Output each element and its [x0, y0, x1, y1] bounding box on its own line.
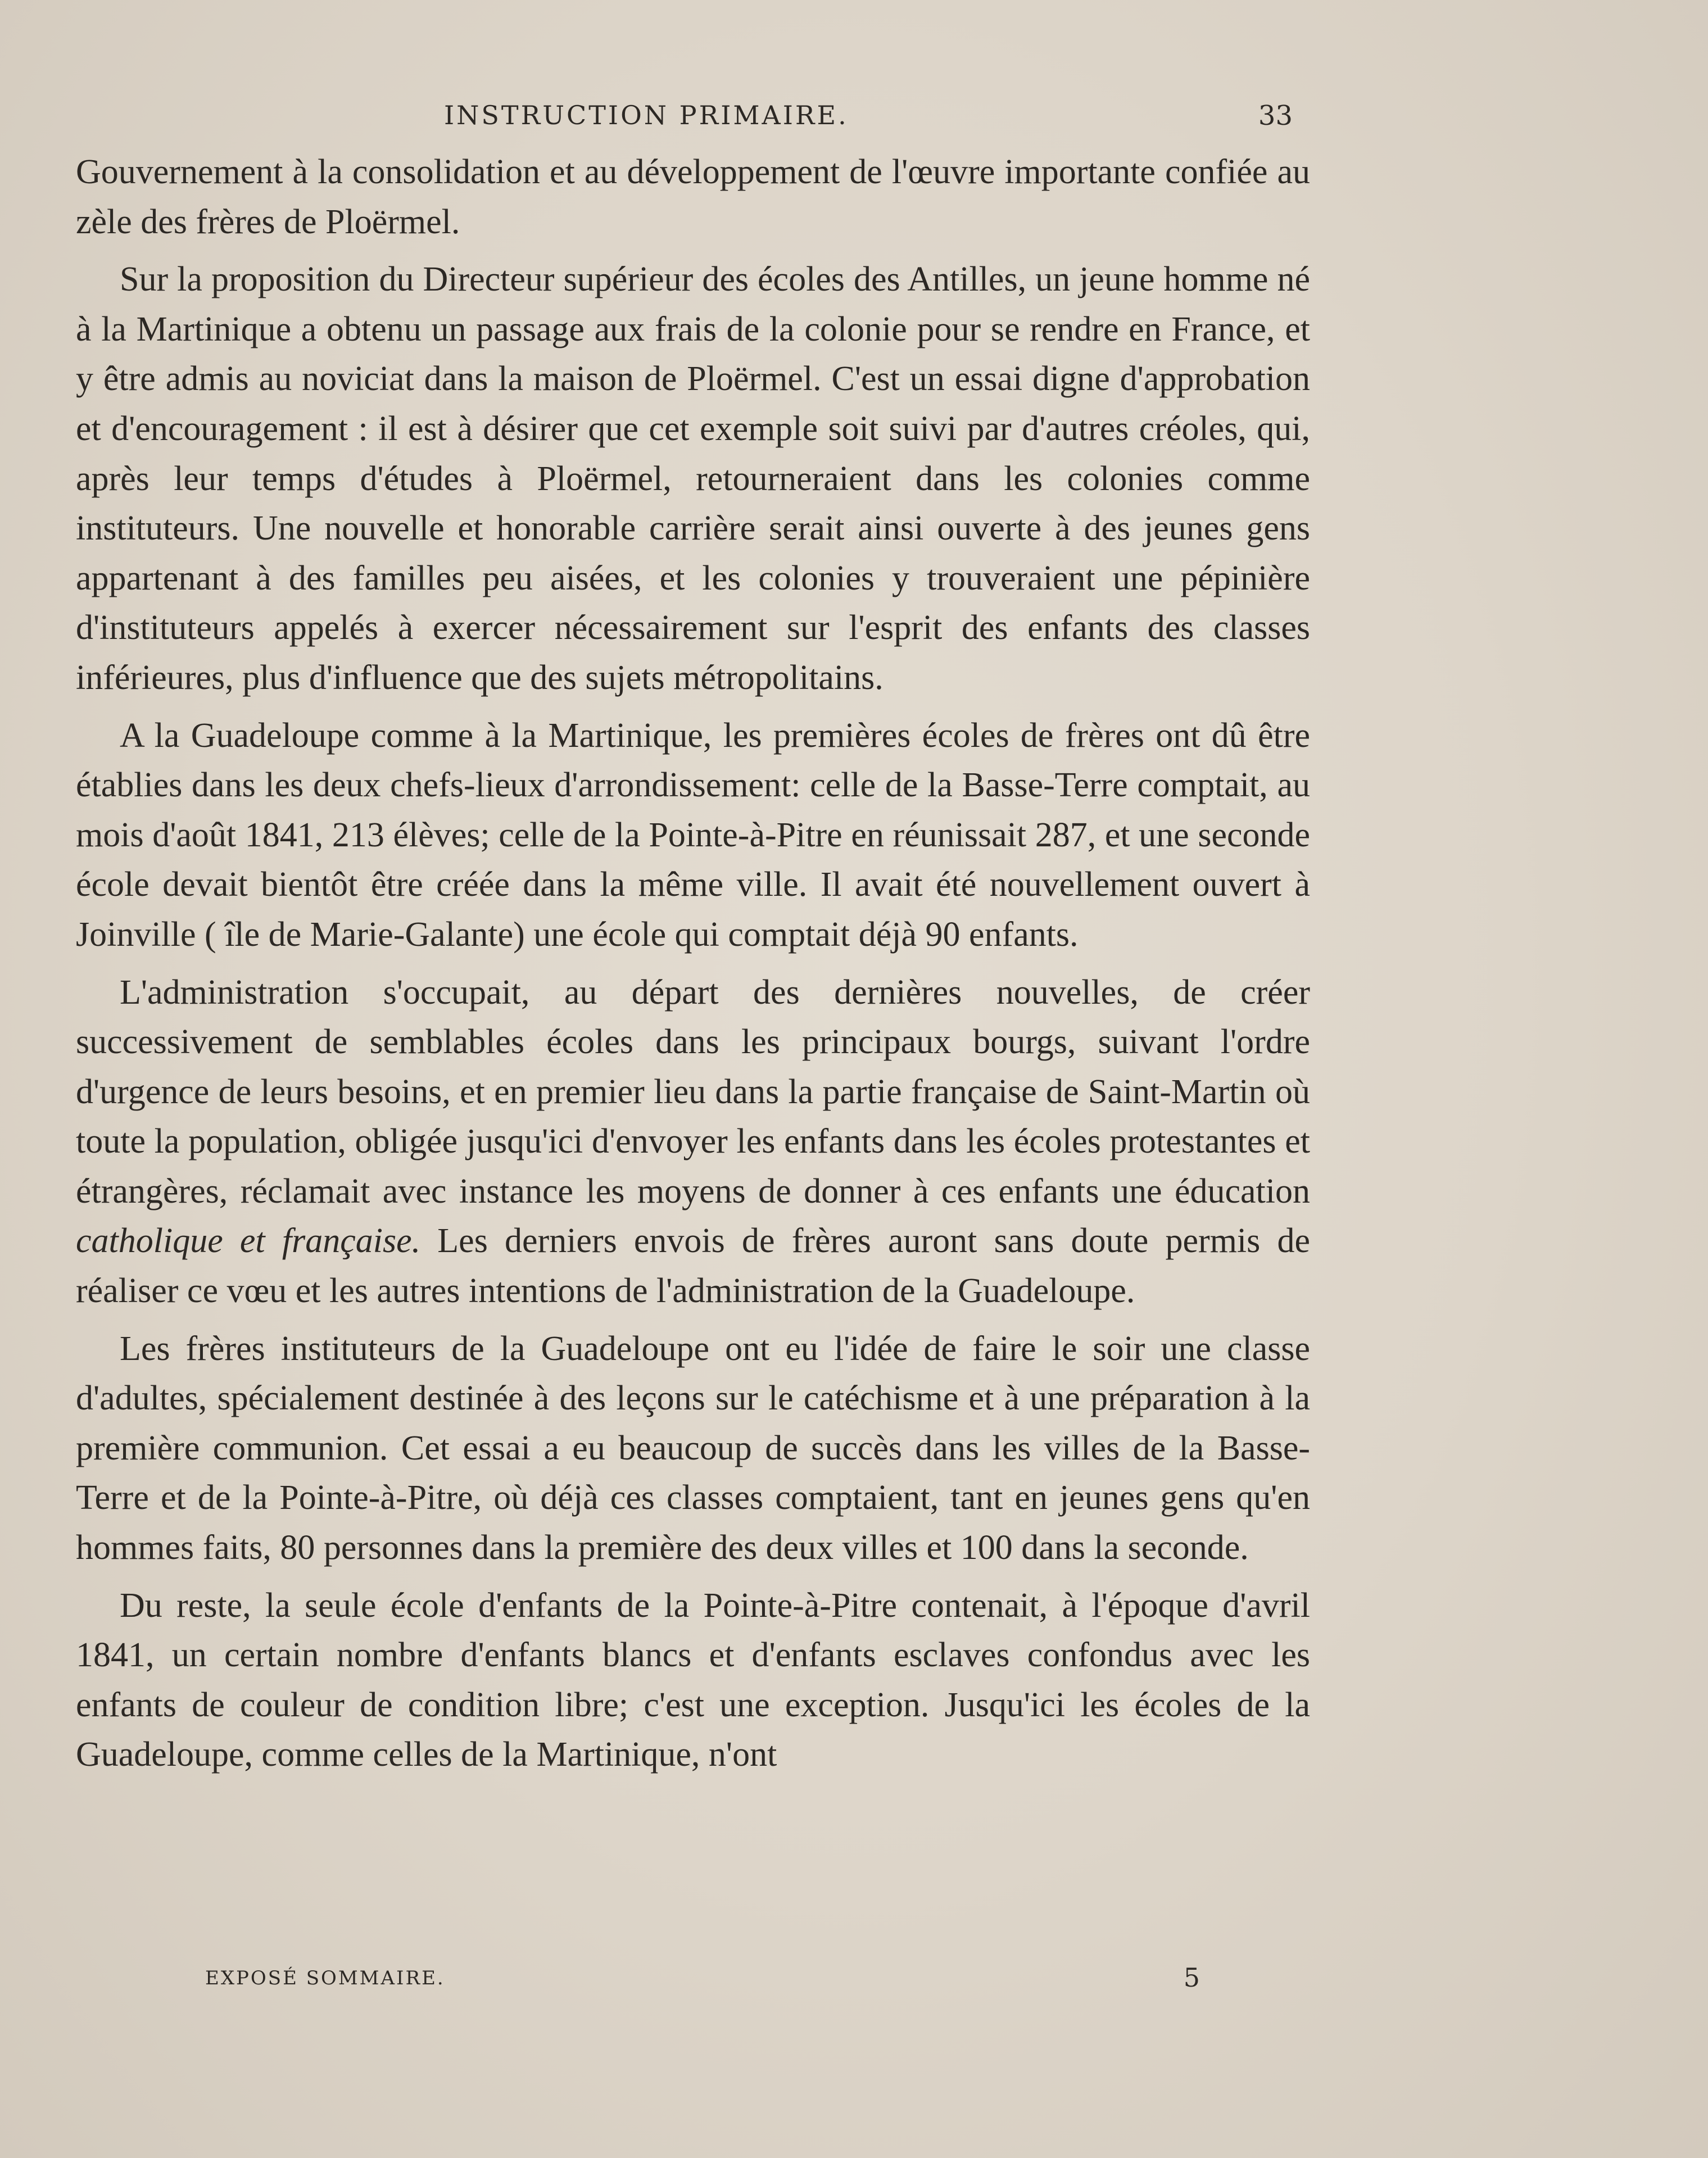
paragraph-1-text: Gouvernement à la consolidation et au développement de l'œuvre importante confiée au zèle des frères de Ploërmel.: [76, 153, 1310, 241]
page-footer: [205, 1962, 1200, 2001]
paragraph-4-emphasis: catholique et française.: [76, 1222, 421, 1261]
signature-mark: EXPOSÉ SOMMAIRE.: [205, 1967, 445, 1989]
paragraph-5-text: Les frères instituteurs de la Guadeloupe ont eu l'idée de faire le soir une classe d'adultes, spécialement destinée à des leçons sur le catéchisme et à une préparation à la première communion. Cet essai a eu beaucoup de succès dans les villes de la Basse-Terre et de la Pointe-à-Pitre, où déjà ces classes comptaient, tant en jeunes gens qu'en hommes faits, 80 personnes dans la première des deux villes et 100 dans la seconde.: [76, 1329, 1310, 1567]
paragraph-4-text: L'administration s'occupait, au départ des dernières nouvelles, de créer successivement de semblables écoles dans les principaux bourgs, suivant l'ordre d'urgence de leurs besoins, et en premier lieu dans la partie française de Saint-Martin où toute la population, obligée jusqu'ici d'envoyer les enfants dans les écoles protestantes et étrangères, réclamait avec instance les moyens de donner à ces enfants une éducation: [76, 973, 1310, 1211]
paragraph-3: [76, 711, 1310, 960]
sheet-number: 5: [1183, 1962, 1200, 1993]
body-text: [76, 147, 1310, 1788]
paragraph-1: [76, 147, 1310, 247]
paragraph-5: [76, 1324, 1310, 1573]
paragraph-6: [76, 1581, 1310, 1780]
paragraph-6-text: Du reste, la seule école d'enfants de la Pointe-à-Pitre contenait, à l'époque d'avril 1841, un certain nombre d'enfants blancs et d'enfants esclaves confondus avec les enfants de couleur de condition libre; c'est une exception. Jusqu'ici les écoles de la Guadeloupe, comme celles de la Martinique, n'ont: [76, 1586, 1310, 1774]
running-title: INSTRUCTION PRIMAIRE.: [444, 100, 849, 130]
page-header: [444, 100, 1293, 139]
paragraph-2-text: Sur la proposition du Directeur supérieur des écoles des Antilles, un jeune homme né à la Martinique a obtenu un passage aux frais de la colonie pour se rendre en France, et y être admis au noviciat dans la maison de Ploërmel. C'est un essai digne d'approbation et d'encouragement : il est à désirer que cet exemple soit suivi par d'autres créoles, qui, après leur temps d'études à Ploërmel, retourneraient dans les colonies comme instituteurs. Une nouvelle et honorable carrière serait ainsi ouverte à des jeunes gens appartenant à des familles peu aisées, et les colonies y trouveraient une pépinière d'instituteurs appelés à exercer nécessairement sur l'esprit des enfants des classes inférieures, plus d'influence que des sujets métropolitains.: [76, 260, 1310, 697]
paragraph-4-tail: Les derniers envois de frères auront sans doute permis de réaliser ce vœu et les autres intentions de l'administration de la Guadeloupe.: [76, 1222, 1310, 1311]
paragraph-4: [76, 968, 1310, 1316]
paragraph-2: [76, 255, 1310, 702]
paragraph-3-text: A la Guadeloupe comme à la Martinique, les premières écoles de frères ont dû être établies dans les deux chefs-lieux d'arrondissement: celle de la Basse-Terre comptait, au mois d'août 1841, 213 élèves; celle de la Pointe-à-Pitre en réunissait 287, et une seconde école devait bientôt être créée dans la même ville. Il avait été nouvellement ouvert à Joinville ( île de Marie-Galante) une école qui comptait déjà 90 enfants.: [76, 716, 1310, 954]
page-number: 33: [1258, 100, 1293, 132]
